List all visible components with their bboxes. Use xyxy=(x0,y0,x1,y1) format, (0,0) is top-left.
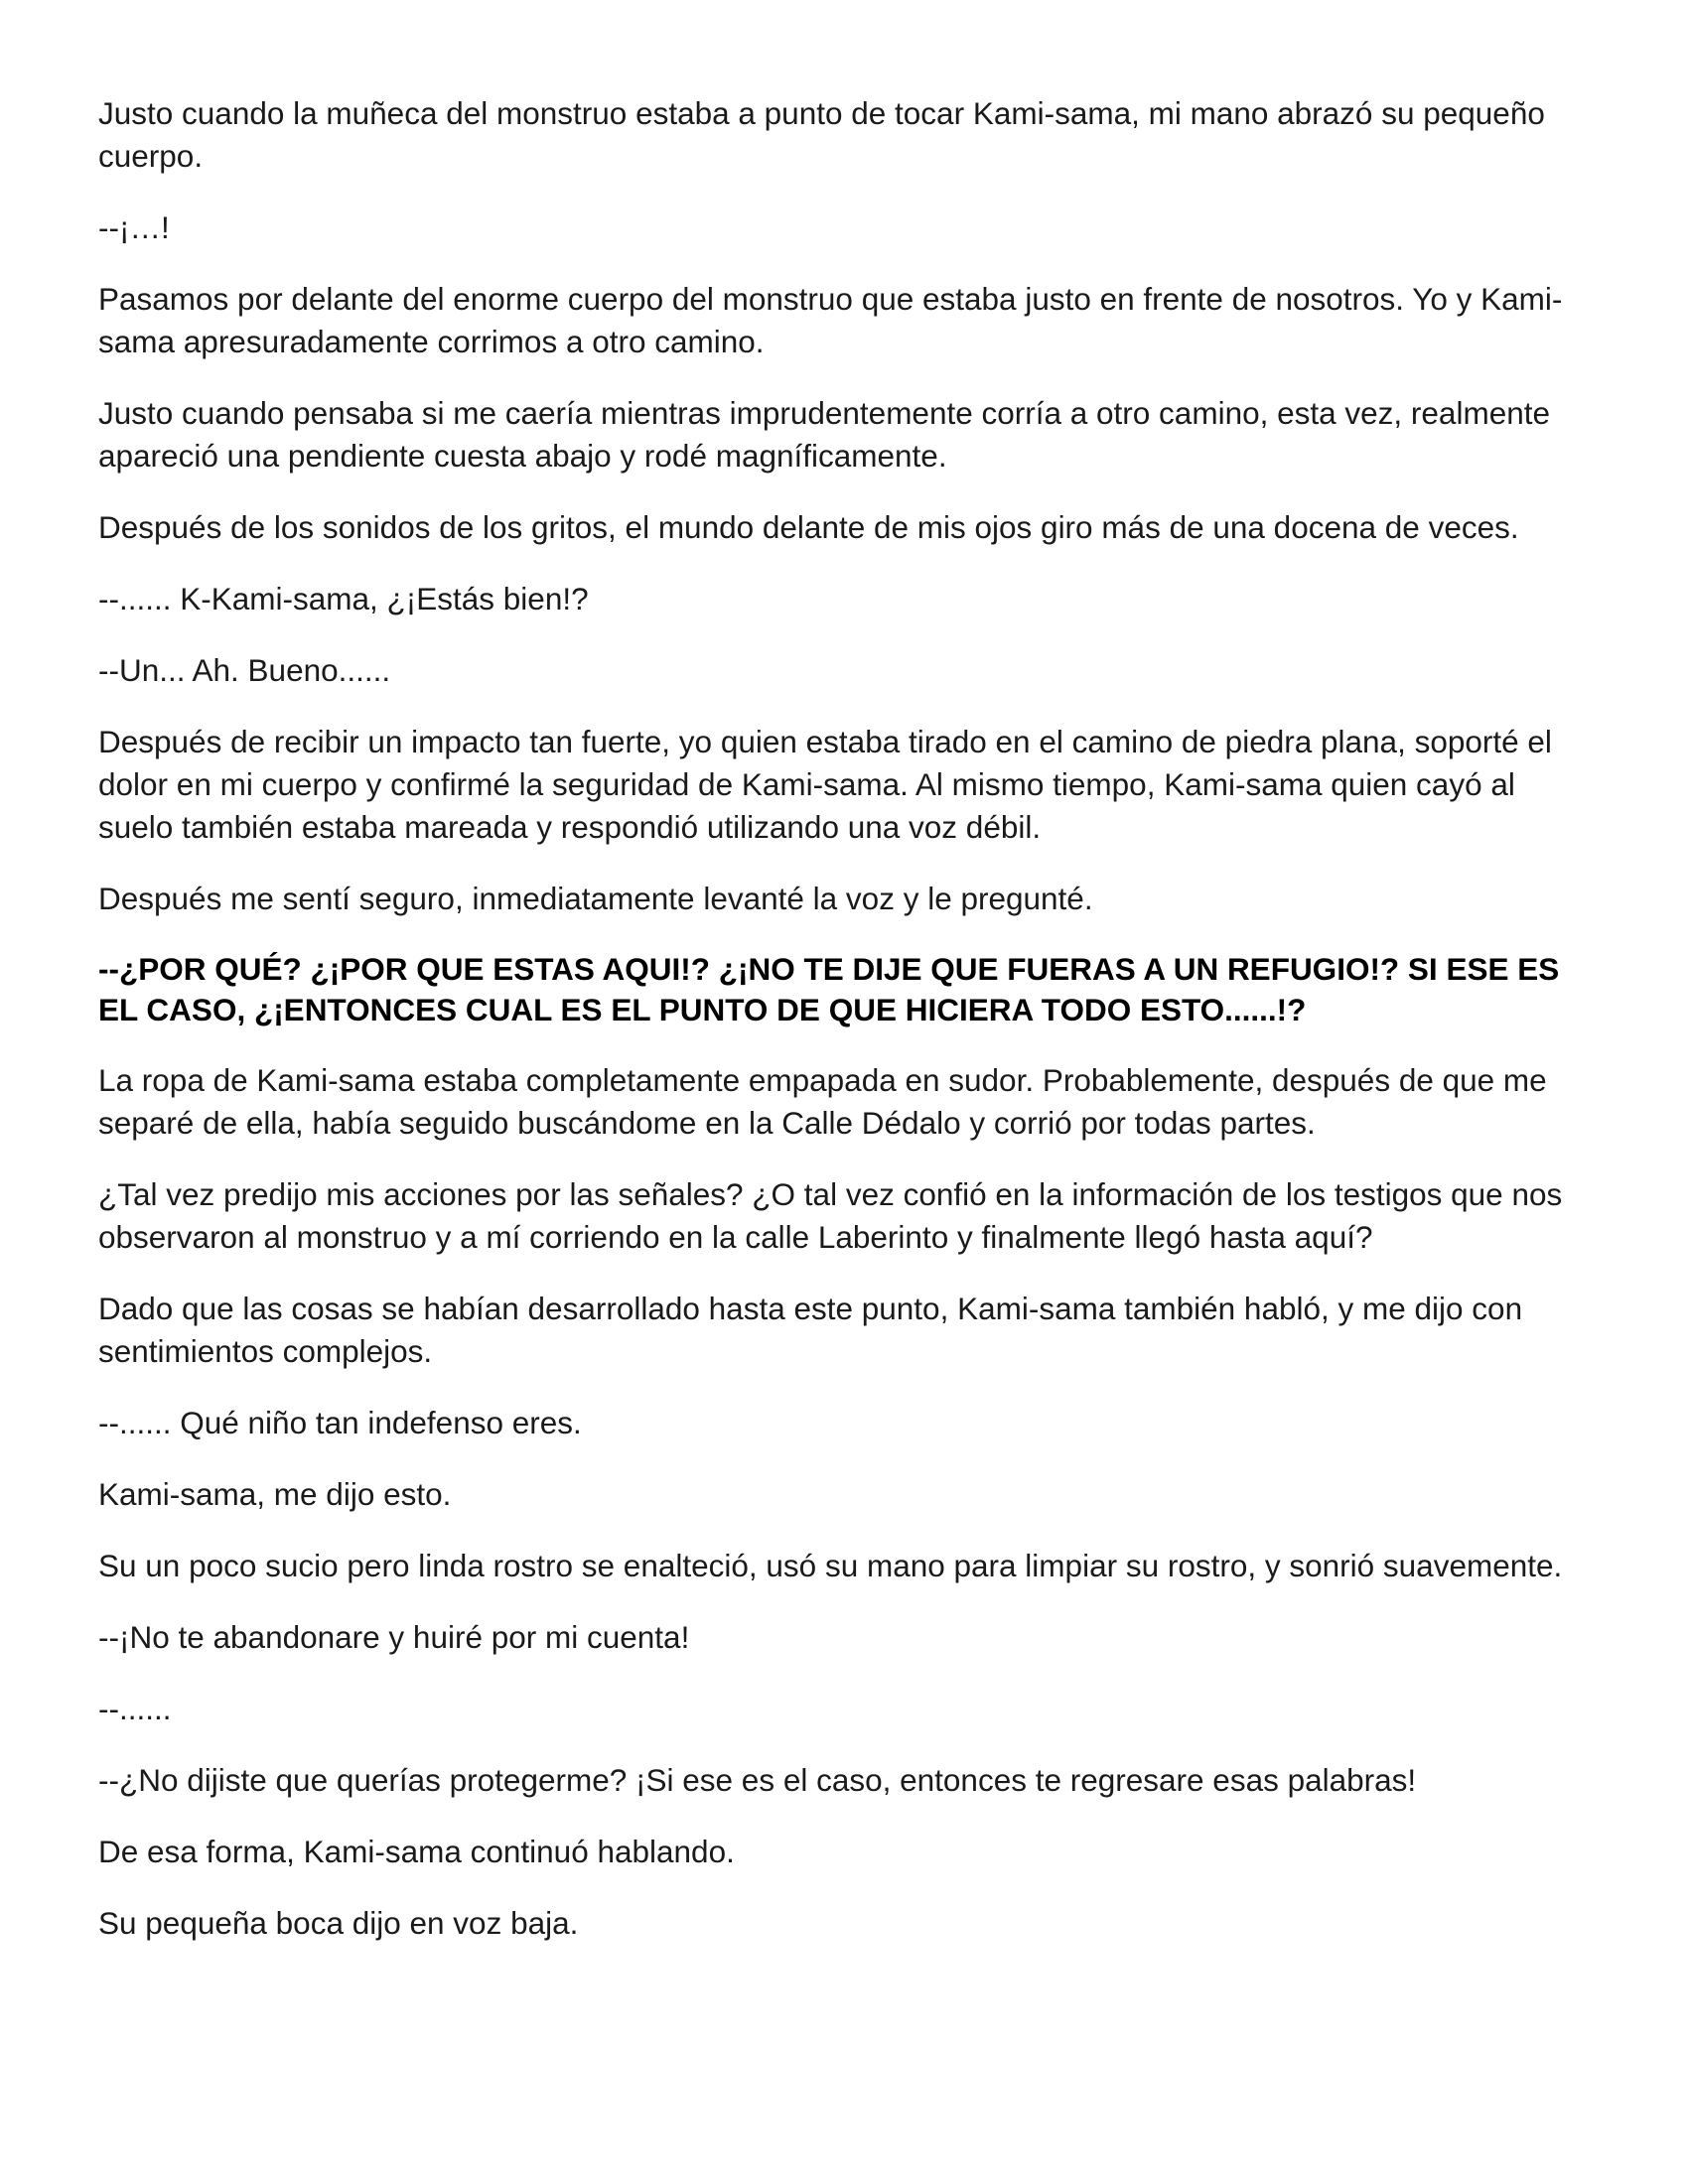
paragraph: Después de recibir un impacto tan fuerte, yo quien estaba tirado en el camino de piedra plana, soporté el dolor en mi cuerpo y confirmé la seguridad de Kami-sama. Al mismo tiempo, Kami-sama quien cayó al suelo también estaba mareada y respondió utilizando una voz débil. xyxy=(98,724,1552,845)
paragraph: La ropa de Kami-sama estaba completamente empapada en sudor. Probablemente, después de que me separé de ella, había seguido buscándome en la Calle Dédalo y corrió por todas partes. xyxy=(98,1062,1547,1141)
paragraph: Justo cuando la muñeca del monstruo estaba a punto de tocar Kami-sama, mi mano abrazó su pequeño cuerpo. xyxy=(98,95,1545,174)
paragraph: Dado que las cosas se habían desarrollado hasta este punto, Kami-sama también habló, y me dijo con sentimientos complejos. xyxy=(98,1291,1523,1369)
paragraph: --Un... Ah. Bueno...... xyxy=(98,652,391,688)
paragraph: Su un poco sucio pero linda rostro se enalteció, usó su mano para limpiar su rostro, y sonrió suavemente. xyxy=(98,1548,1563,1583)
paragraph: --¡No te abandonare y huiré por mi cuenta! xyxy=(98,1619,690,1655)
paragraph: Justo cuando pensaba si me caería mientras imprudentemente corría a otro camino, esta vez, realmente apareció una pendiente cuesta abajo y rodé magníficamente. xyxy=(98,395,1550,474)
paragraph: Después de los sonidos de los gritos, el mundo delante de mis ojos giro más de una docena de veces. xyxy=(98,509,1519,545)
paragraph: Su pequeña boca dijo en voz baja. xyxy=(98,1905,579,1941)
shouted-paragraph: --¿POR QUÉ? ¿¡POR QUE ESTAS AQUI!? ¿¡NO TE DIJE QUE FUERAS A UN REFUGIO!? SI ESE ES EL CASO, ¿¡ENTONCES CUAL ES EL PUNTO DE QUE HICIERA TODO ESTO......!? xyxy=(98,951,1560,1027)
paragraph: --...... K-Kami-sama, ¿¡Estás bien!? xyxy=(98,581,589,616)
paragraph: --¿No dijiste que querías protegerme? ¡Si ese es el caso, entonces te regresare esas palabras! xyxy=(98,1762,1417,1798)
paragraph: De esa forma, Kami-sama continuó hablando. xyxy=(98,1834,735,1869)
paragraph: --¡…! xyxy=(98,209,170,245)
paragraph: --...... Qué niño tan indefenso eres. xyxy=(98,1405,582,1440)
paragraph: --...... xyxy=(98,1691,172,1726)
paragraph: Después me sentí seguro, inmediatamente levanté la voz y le pregunté. xyxy=(98,881,1093,916)
paragraph: ¿Tal vez predijo mis acciones por las señales? ¿O tal vez confió en la información de los testigos que nos observaron al monstruo y a mí corriendo en la calle Laberinto y finalmente llegó hasta aquí? xyxy=(98,1176,1563,1255)
paragraph: Kami-sama, me dijo esto. xyxy=(98,1476,452,1512)
document-page xyxy=(98,92,1598,1974)
paragraph: Pasamos por delante del enorme cuerpo del monstruo que estaba justo en frente de nosotros. Yo y Kami-sama apresuradamente corrimos a otro camino. xyxy=(98,281,1563,359)
